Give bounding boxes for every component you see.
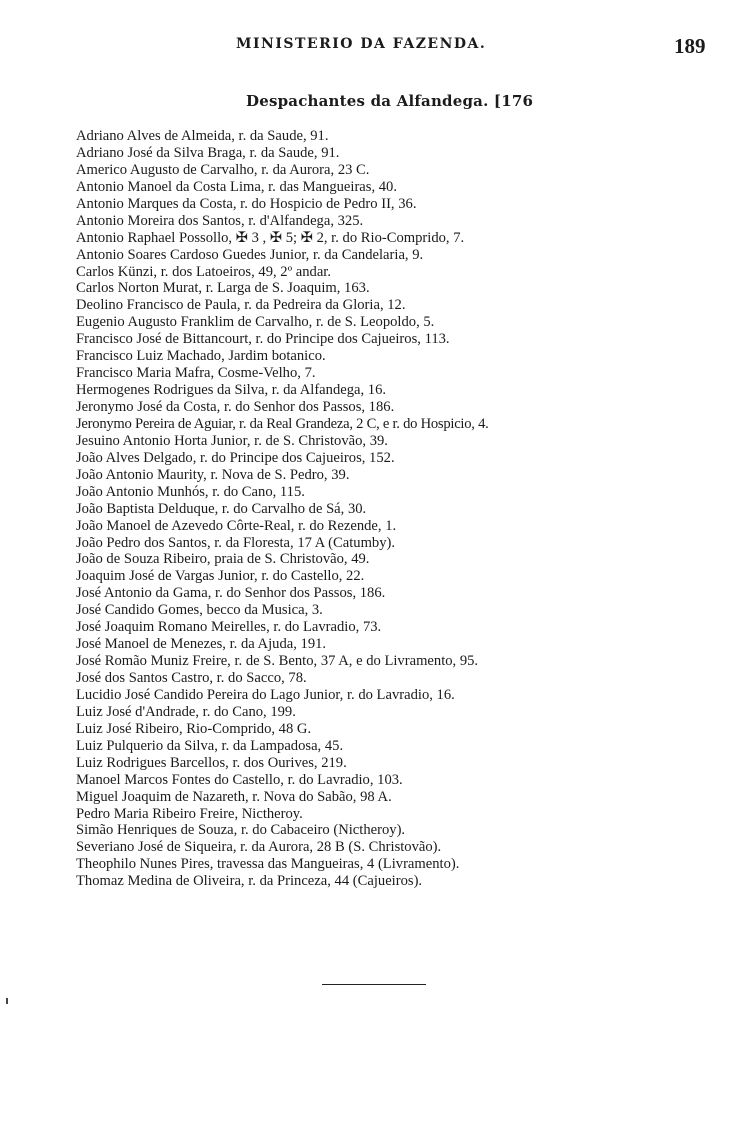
- list-item: Luiz Rodrigues Barcellos, r. dos Ourives, 219.: [76, 754, 347, 771]
- list-item: João Alves Delgado, r. do Principe dos Cajueiros, 152.: [76, 449, 395, 466]
- list-item: Joaquim José de Vargas Junior, r. do Castello, 22.: [76, 568, 365, 585]
- running-head: MINISTERIO DA FAZENDA.: [236, 36, 487, 52]
- list-item: Severiano José de Siqueira, r. da Aurora, 28 B (S. Christovão).: [76, 839, 442, 856]
- list-item: Francisco Luiz Machado, Jardim botanico.: [76, 348, 326, 365]
- list-item: Simão Henriques de Souza, r. do Cabaceiro (Nictheroy).: [76, 822, 406, 839]
- section-title: Despachantes da Alfandega. [176: [246, 92, 534, 110]
- list-item: Luiz José d'Andrade, r. do Cano, 199.: [76, 703, 296, 720]
- list-item: João Manoel de Azevedo Côrte-Real, r. do Rezende, 1.: [76, 517, 397, 534]
- list-item: José Manoel de Menezes, r. da Ajuda, 191.: [76, 636, 327, 653]
- list-item: Antonio Manoel da Costa Lima, r. das Mangueiras, 40.: [76, 178, 398, 195]
- list-item: Antonio Marques da Costa, r. do Hospicio de Pedro II, 36.: [76, 195, 417, 212]
- list-item: Antonio Raphael Possollo, ✠ 3 , ✠ 5; ✠ 2, r. do Rio-Comprido, 7.: [76, 229, 465, 246]
- list-item: Deolino Francisco de Paula, r. da Pedreira da Gloria, 12.: [76, 297, 406, 314]
- list-item: Luiz Pulquerio da Silva, r. da Lampadosa, 45.: [76, 737, 344, 754]
- list-item: Carlos Künzi, r. dos Latoeiros, 49, 2º andar.: [76, 263, 332, 280]
- list-item: Jesuino Antonio Horta Junior, r. de S. Christovão, 39.: [76, 432, 388, 449]
- list-item: Jeronymo Pereira de Aguiar, r. da Real Grandeza, 2 C, e r. do Hospicio, 4.: [76, 415, 489, 432]
- list-item: Luiz José Ribeiro, Rio-Comprido, 48 G.: [76, 720, 312, 737]
- list-item: Carlos Norton Murat, r. Larga de S. Joaquim, 163.: [76, 280, 370, 297]
- page-number: 189: [674, 34, 706, 58]
- list-item: Americo Augusto de Carvalho, r. da Aurora, 23 C.: [76, 161, 370, 178]
- list-item: João de Souza Ribeiro, praia de S. Christovão, 49.: [76, 551, 370, 568]
- list-item: Eugenio Augusto Franklim de Carvalho, r. de S. Leopoldo, 5.: [76, 314, 435, 331]
- list-item: Lucidio José Candido Pereira do Lago Junior, r. do Lavradio, 16.: [76, 686, 455, 703]
- list-item: José dos Santos Castro, r. do Sacco, 78.: [76, 670, 307, 686]
- margin-mark: [6, 998, 8, 1004]
- list-item: Theophilo Nunes Pires, travessa das Mangueiras, 4 (Livramento).: [76, 856, 460, 873]
- list-item: Adriano Alves de Almeida, r. da Saude, 91.: [76, 128, 329, 144]
- list-item: Francisco José de Bittancourt, r. do Principe dos Cajueiros, 113.: [76, 331, 450, 348]
- list-item: Adriano José da Silva Braga, r. da Saude, 91.: [76, 144, 340, 161]
- list-item: Jeronymo José da Costa, r. do Senhor dos Passos, 186.: [76, 399, 395, 415]
- list-item: João Antonio Maurity, r. Nova de S. Pedro, 39.: [76, 466, 350, 483]
- list-item: Miguel Joaquim de Nazareth, r. Nova do Sabão, 98 A.: [76, 788, 392, 805]
- list-item: João Pedro dos Santos, r. da Floresta, 17 A (Catumby).: [76, 534, 396, 551]
- list-item: José Joaquim Romano Meirelles, r. do Lavradio, 73.: [76, 619, 382, 636]
- list-item: Thomaz Medina de Oliveira, r. da Princeza, 44 (Cajueiros).: [76, 873, 423, 890]
- entry-list: [76, 128, 726, 890]
- list-item: João Antonio Munhós, r. do Cano, 115.: [76, 483, 305, 500]
- list-item: Francisco Maria Mafra, Cosme-Velho, 7.: [76, 365, 316, 382]
- list-item: Pedro Maria Ribeiro Freire, Nictheroy.: [76, 805, 303, 822]
- end-rule: [322, 984, 426, 985]
- list-item: Manoel Marcos Fontes do Castello, r. do Lavradio, 103.: [76, 771, 403, 788]
- list-item: João Baptista Delduque, r. do Carvalho de Sá, 30.: [76, 500, 367, 517]
- list-item: José Antonio da Gama, r. do Senhor dos Passos, 186.: [76, 585, 386, 602]
- list-item: Hermogenes Rodrigues da Silva, r. da Alfandega, 16.: [76, 382, 387, 399]
- list-item: José Romão Muniz Freire, r. de S. Bento, 37 A, e do Livramento, 95.: [76, 653, 479, 670]
- list-item: Antonio Moreira dos Santos, r. d'Alfandega, 325.: [76, 212, 364, 229]
- list-item: Antonio Soares Cardoso Guedes Junior, r. da Candelaria, 9.: [76, 246, 424, 263]
- list-item: José Candido Gomes, becco da Musica, 3.: [76, 602, 323, 619]
